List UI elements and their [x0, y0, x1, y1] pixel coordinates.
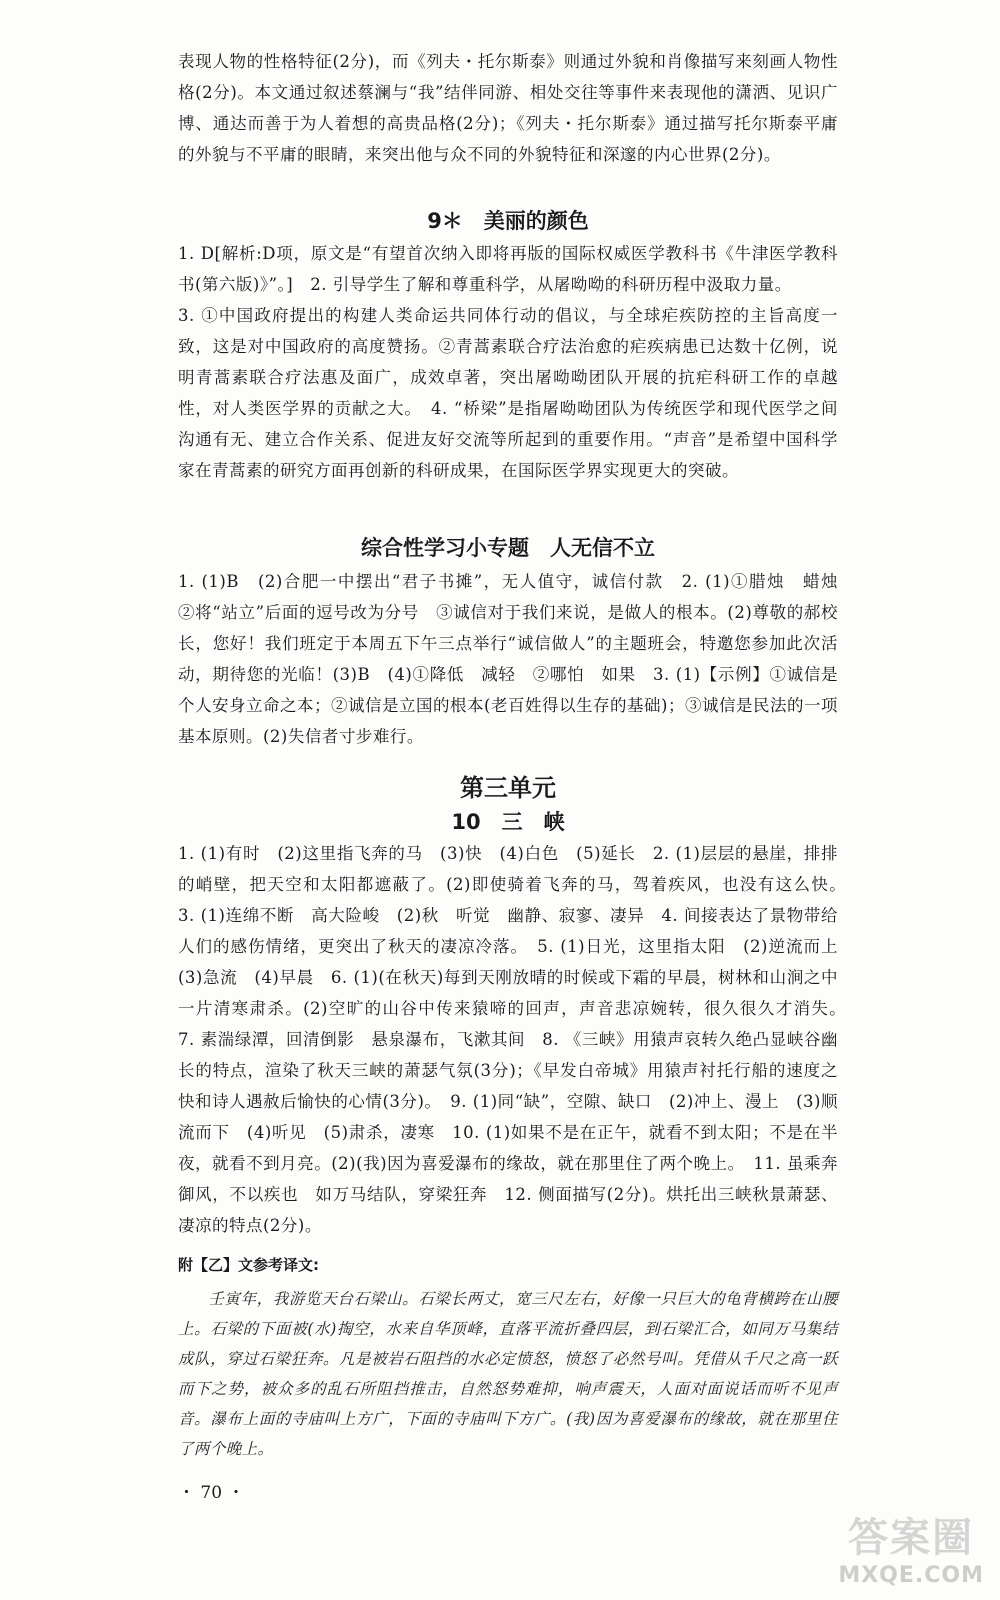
appendix-translation [178, 1284, 838, 1464]
section-10-answers: 1. (1)有时 (2)这里指飞奔的马 (3)快 (4)白色 (5)延长 2. (1)层层的悬崖，排排的峭壁，把天空和太阳都遮蔽了。(2)即使骑着飞奔的马，驾着疾风，也没有这么快。 3. (1)连绵不断 高大险峻 (2)秋 听觉 幽静、寂寥、凄异 4. 间接表达了景物带给人们的感伤情绪，更突出了秋天的凄凉冷落。 5. (1)日光，这里指太阳 (2)逆流而上 (3)急流 (4)早晨 6. (1)(在秋天)每到天刚放晴的时候或下霜的早晨，树林和山涧之中一片清寒肃杀。(2)空旷的山谷中传来猿啼的回声，声音悲凉婉转，很久很久才消失。 7. 素湍绿潭，回清倒影 悬泉瀑布，飞漱其间 8. 《三峡》用猿声哀转久绝凸显峡谷幽长的特点，渲染了秋天三峡的萧瑟气氛(3分)；《早发白帝城》用猿声衬托行船的速度之快和诗人遇赦后愉快的心情(3分)。 9. (1)同“缺”，空隙、缺口 (2)冲上、漫上 (3)顺流而下 (4)听见 (5)肃杀，凄寒 10. (1)如果不是在正午，就看不到太阳；不是在半夜，就看不到月亮。(2)(我)因为喜爱瀑布的缘故，就在那里住了两个晚上。 11. 虽乘奔御风，不以疾也 如万马结队，穿梁狂奔 12. 侧面描写(2分)。烘托出三峡秋景萧瑟、凄凉的特点(2分)。 [178, 844, 855, 1235]
page-number: ・ 70 ・ [178, 1483, 245, 1503]
unit-title: 第三单元 [460, 774, 556, 802]
section-9-title: 9＊ 美丽的颜色 [427, 209, 589, 233]
watermark-main: 答案圈 [848, 1515, 975, 1561]
watermark-site: MXQE.COM [838, 1563, 984, 1588]
section-10-title: 10 三 峡 [451, 810, 565, 834]
intro-paragraph: 表现人物的性格特征(2分)，而《列夫・托尔斯泰》则通过外貌和肖像描写来刻画人物性格(2分)。本文通过叙述蔡澜与“我”结伴同游、相处交往等事件来表现他的潇洒、见识广博、通达而善于为人着想的高贵品格(2分)；《列夫・托尔斯泰》通过描写托尔斯泰平庸的外貌与不平庸的眼睛，来突出他与众不同的外貌特征和深邃的内心世界(2分)。 [178, 52, 838, 164]
watermark-logo [838, 1506, 984, 1588]
appendix-translation-text: 壬寅年，我游览天台石梁山。石梁长两丈，宽三尺左右，好像一只巨大的龟背横跨在山腰上。石梁的下面被(水)掏空，水来自华顶峰，直落平流折叠四层，到石梁汇合，如同万马集结成队，穿过石梁狂奔。凡是被岩石阻挡的水必定愤怒，愤怒了必然号叫。凭借从千尺之高一跃而下之势，被众多的乱石所阻挡推击，自然怒势难抑，响声震天，人面对面说话而听不见声音。瀑布上面的寺庙叫上方广，下面的寺庙叫下方广。(我)因为喜爱瀑布的缘故，就在那里住了两个晚上。 [178, 1290, 838, 1458]
appendix-label: 附【乙】文参考译文: [178, 1256, 319, 1274]
section-9-answers-3-4: 3. ①中国政府提出的构建人类命运共同体行动的倡议，与全球疟疾防控的主旨高度一致，这是对中国政府的高度赞扬。②青蒿素联合疗法治愈的疟疾病患已达数十亿例，说明青蒿素联合疗法惠及面广，成效卓著，突出屠呦呦团队开展的抗疟科研工作的卓越性，对人类医学界的贡献之大。 4. “桥梁”是指屠呦呦团队为传统医学和现代医学之间沟通有无、建立合作关系、促进友好交流等所起到的重要作用。“声音”是希望中国科学家在青蒿素的研究方面再创新的科研成果，在国际医学界实现更大的突破。 [178, 306, 838, 480]
topic-answers: 1. (1)B (2)合肥一中摆出“君子书摊”，无人值守，诚信付款 2. (1)①腊烛 蜡烛 ②将“站立”后面的逗号改为分号 ③诚信对于我们来说，是做人的根本。(2)尊敬的郝校长，您好！我们班定于本周五下午三点举行“诚信做人”的主题班会，特邀您参加此次活动，期待您的光临！(3)B (4)①降低 减轻 ②哪怕 如果 3. (1)【示例】①诚信是个人安身立命之本；②诚信是立国的根本(老百姓得以生存的基础)；③诚信是民法的一项基本原则。(2)失信者寸步难行。 [178, 572, 855, 746]
topic-title: 综合性学习小专题 人无信不立 [361, 536, 655, 560]
section-9-answers-1-2: 1. D[解析:D项，原文是“有望首次纳入即将再版的国际权威医学教科书《牛津医学教科书(第六版)》”。] 2. 引导学生了解和尊重科学，从屠呦呦的科研历程中汲取力量。 [178, 244, 838, 294]
